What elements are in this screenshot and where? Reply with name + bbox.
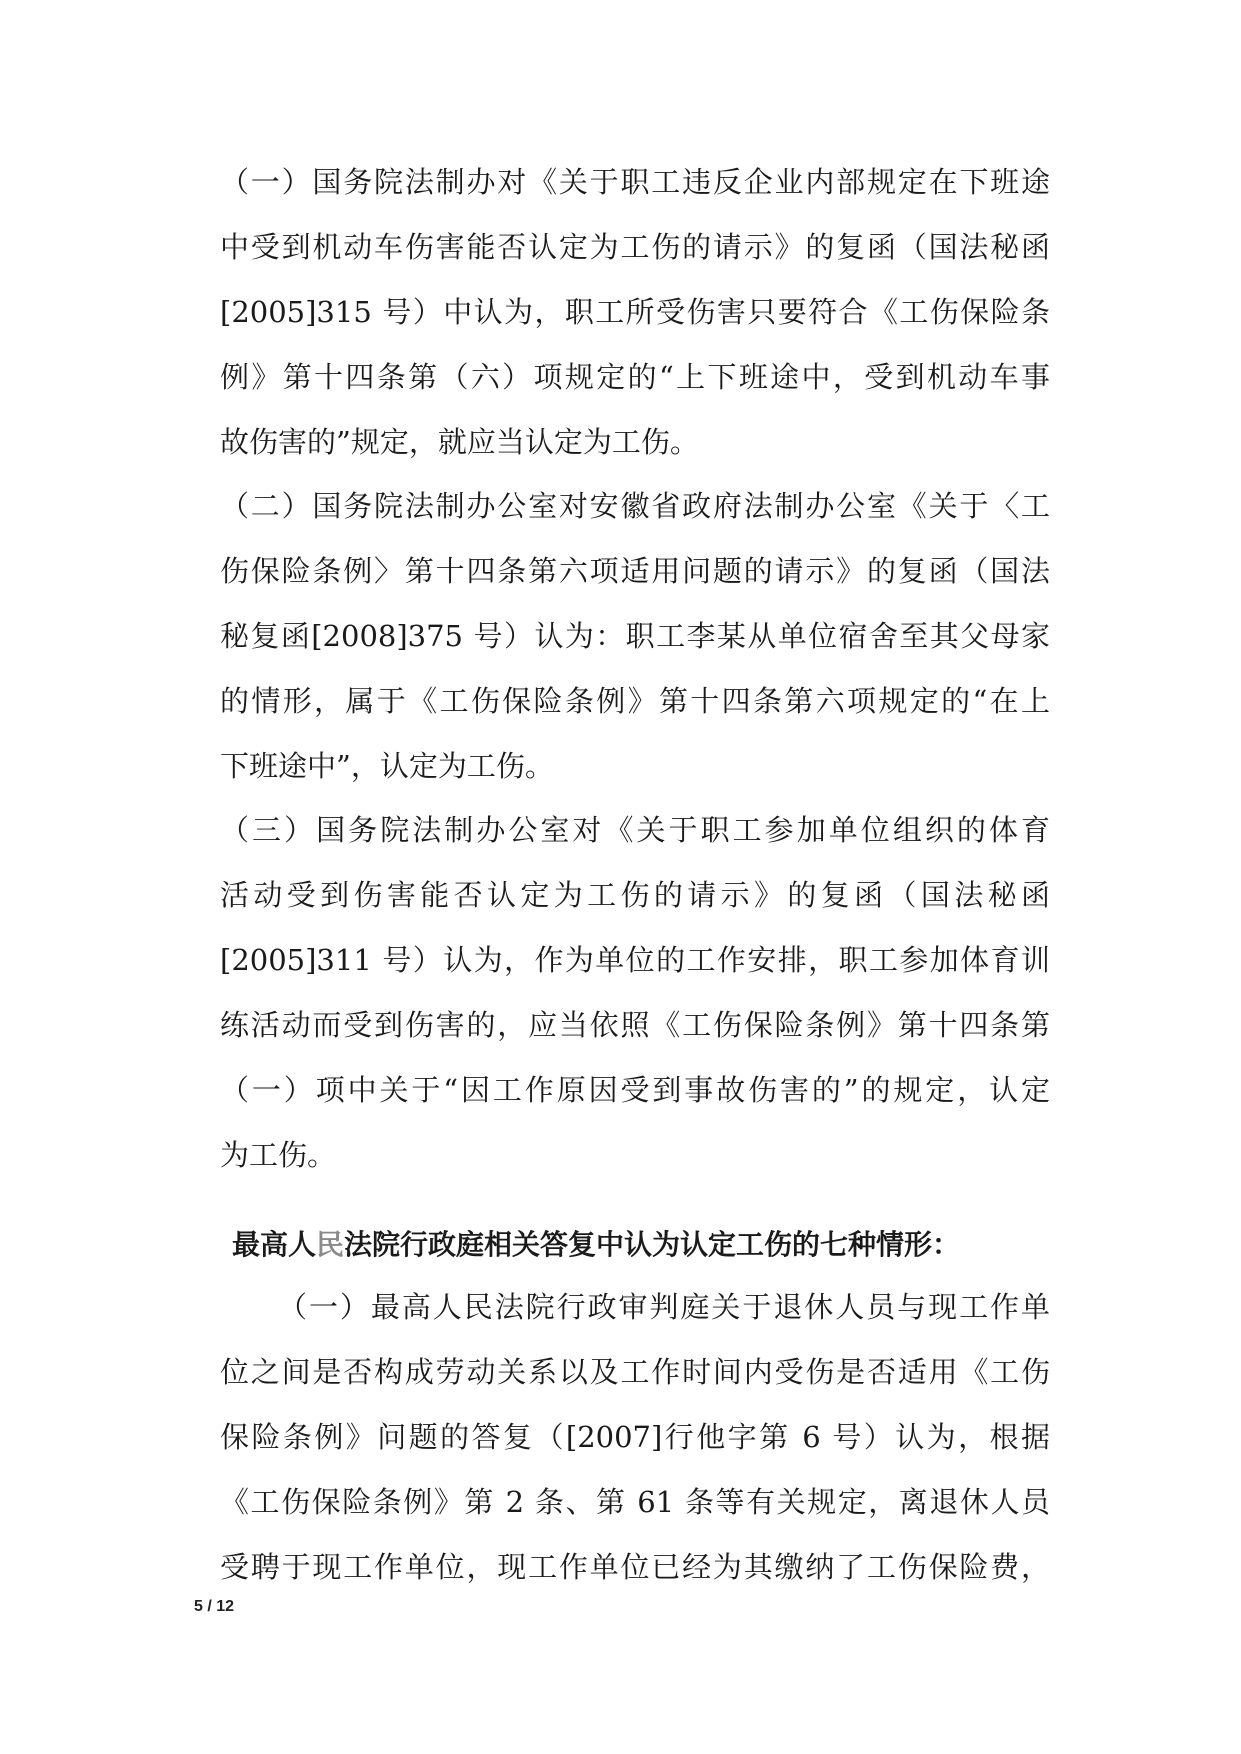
paragraph-2 bbox=[220, 474, 1050, 799]
paragraph-1 bbox=[220, 150, 1050, 475]
paragraph-line: 的情形，属于《工伤保险条例》第十四条第六项规定的“在上 bbox=[220, 684, 1050, 718]
heading-text-start: 最高人 bbox=[232, 1228, 317, 1261]
paragraph-line: [2005]311 号）认为，作为单位的工作安排，职工参加体育训 bbox=[220, 943, 1050, 977]
paragraph-line: 伤保险条例〉第十四条第六项适用问题的请示》的复函（国法 bbox=[220, 554, 1050, 588]
paragraph-line: 故伤害的”规定，就应当认定为工伤。 bbox=[220, 425, 699, 459]
paragraph-line: 秘复函[2008]375 号）认为：职工李某从单位宿舍至其父母家 bbox=[220, 619, 1050, 653]
paragraph-3 bbox=[220, 798, 1050, 1188]
paragraph-line: 中受到机动车伤害能否认定为工伤的请示》的复函（国法秘函 bbox=[220, 230, 1050, 264]
paragraph-line: 例》第十四条第（六）项规定的“上下班途中，受到机动车事 bbox=[220, 360, 1050, 394]
paragraph-line: 为工伤。 bbox=[220, 1138, 337, 1172]
paragraph-line: 练活动而受到伤害的，应当依照《工伤保险条例》第十四条第 bbox=[220, 1008, 1050, 1042]
paragraph-line: 受聘于现工作单位，现工作单位已经为其缴纳了工伤保险费， bbox=[220, 1550, 1050, 1584]
paragraph-line: （三）国务院法制办公室对《关于职工参加单位组织的体育 bbox=[220, 813, 1050, 847]
paragraph-line: 《工伤保险条例》第 2 条、第 61 条等有关规定，离退休人员 bbox=[220, 1485, 1050, 1519]
paragraph-line: （一）项中关于“因工作原因受到事故伤害的”的规定，认定 bbox=[220, 1073, 1050, 1107]
page-number: 5 / 12 bbox=[194, 1598, 235, 1615]
paragraph-line: 活动受到伤害能否认定为工伤的请示》的复函（国法秘函 bbox=[220, 878, 1050, 912]
paragraph-line: （二）国务院法制办公室对安徽省政府法制办公室《关于〈工 bbox=[220, 489, 1050, 523]
section-heading bbox=[232, 1225, 1062, 1265]
paragraph-line: （一）国务院法制办对《关于职工违反企业内部规定在下班途 bbox=[220, 165, 1050, 199]
paragraph-line: 位之间是否构成劳动关系以及工作时间内受伤是否适用《工伤 bbox=[220, 1355, 1050, 1389]
paragraph-4 bbox=[220, 1275, 1050, 1600]
paragraph-line: 保险条例》问题的答复（[2007]行他字第 6 号）认为，根据 bbox=[220, 1420, 1050, 1454]
heading-text-dim: 民 bbox=[316, 1228, 345, 1261]
heading-text-end: 法院行政庭相关答复中认为认定工伤的七种情形： bbox=[344, 1228, 961, 1261]
paragraph-line: （一）最高人民法院行政审判庭关于退休人员与现工作单 bbox=[278, 1290, 1050, 1324]
paragraph-line: 下班途中”，认定为工伤。 bbox=[220, 749, 554, 783]
paragraph-line: [2005]315 号）中认为，职工所受伤害只要符合《工伤保险条 bbox=[220, 295, 1050, 329]
